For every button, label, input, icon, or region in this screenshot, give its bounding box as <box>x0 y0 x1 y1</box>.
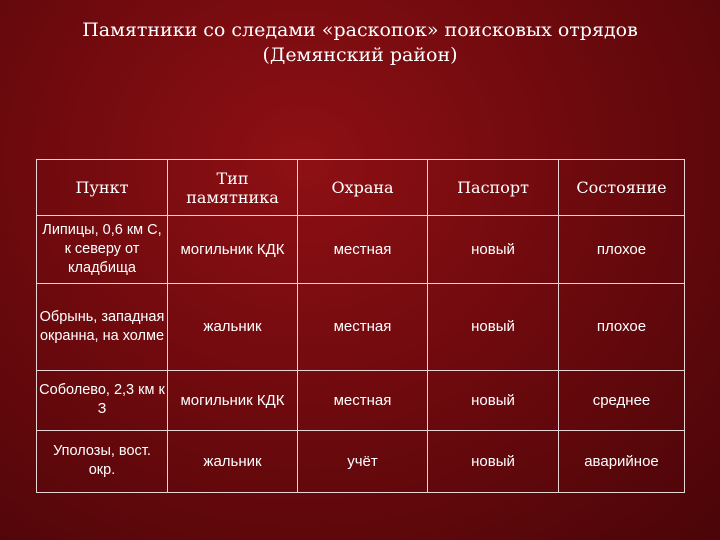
table-row <box>37 284 685 370</box>
cell-protection: местная <box>298 284 428 370</box>
table-row <box>37 430 685 492</box>
cell-protection: учёт <box>298 430 428 492</box>
cell-condition: среднее <box>559 370 685 430</box>
title-line-1: Памятники со следами «раскопок» поисковых отрядов <box>82 19 638 41</box>
header-cell-condition: Состояние <box>559 160 685 216</box>
cell-condition: плохое <box>559 284 685 370</box>
cell-point: Уполозы, вост. окр. <box>37 430 168 492</box>
cell-protection: местная <box>298 216 428 284</box>
cell-point: Липицы, 0,6 км С, к северу от кладбища <box>37 216 168 284</box>
header-cell-point: Пункт <box>37 160 168 216</box>
cell-condition: аварийное <box>559 430 685 492</box>
cell-type: жальник <box>168 430 298 492</box>
cell-passport: новый <box>428 430 559 492</box>
header-cell-protection: Охрана <box>298 160 428 216</box>
cell-type: могильник КДК <box>168 370 298 430</box>
header-cell-passport: Паспорт <box>428 160 559 216</box>
table-row <box>37 216 685 284</box>
table-header-row <box>37 160 685 216</box>
slide-title <box>40 18 680 68</box>
cell-passport: новый <box>428 284 559 370</box>
header-cell-type: Тип памятника <box>168 160 298 216</box>
table-row <box>37 370 685 430</box>
title-line-2: (Демянский район) <box>262 44 458 66</box>
monuments-table <box>36 159 685 493</box>
cell-passport: новый <box>428 370 559 430</box>
cell-passport: новый <box>428 216 559 284</box>
cell-type: жальник <box>168 284 298 370</box>
cell-type: могильник КДК <box>168 216 298 284</box>
cell-point: Обрынь, западная окранна, на холме <box>37 284 168 370</box>
cell-condition: плохое <box>559 216 685 284</box>
cell-protection: местная <box>298 370 428 430</box>
cell-point: Соболево, 2,3 км к З <box>37 370 168 430</box>
